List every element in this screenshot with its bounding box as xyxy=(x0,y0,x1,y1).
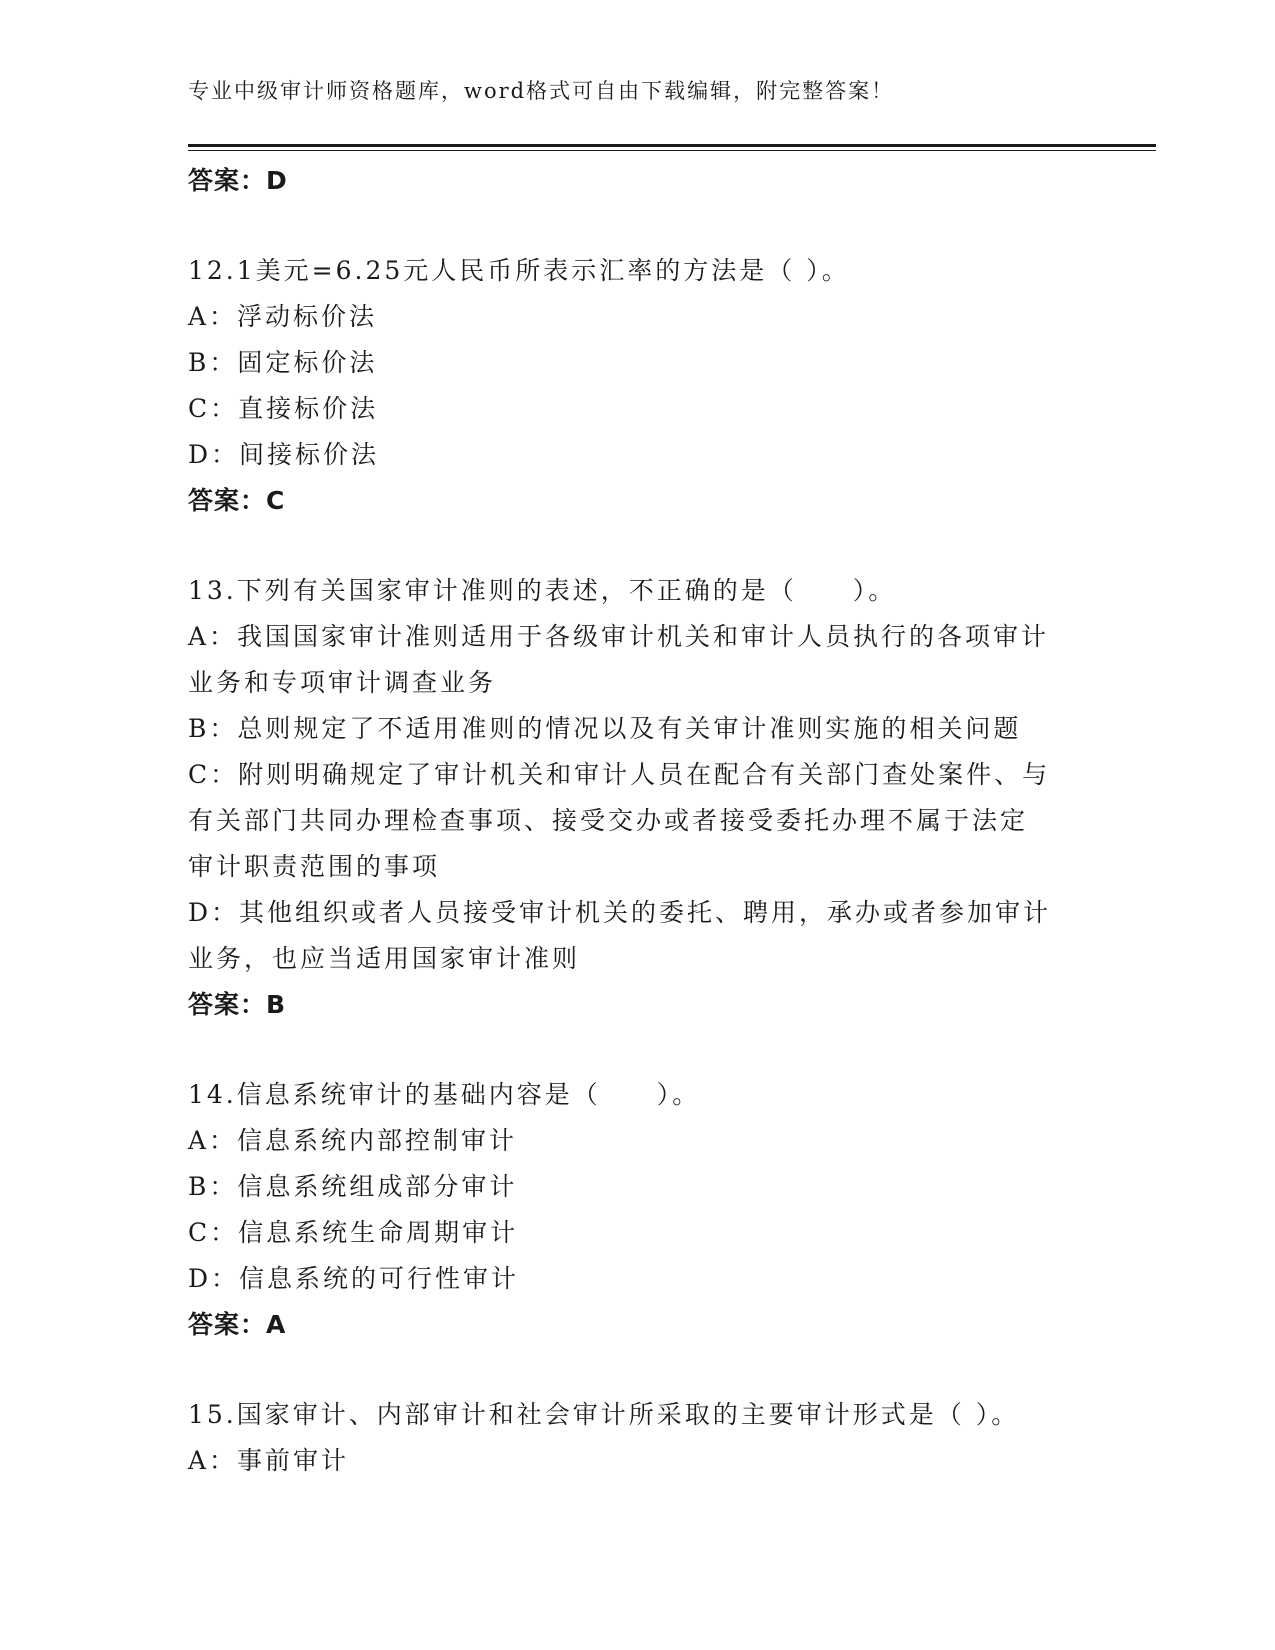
option-b: B：固定标价法 xyxy=(188,348,378,377)
answer-line-11: 答案：D xyxy=(188,166,288,195)
question-stem: 13.下列有关国家审计准则的表述，不正确的是（ ）。 xyxy=(188,576,897,605)
question-gap xyxy=(188,524,1088,568)
answer-line: 答案：B xyxy=(188,990,287,1019)
option-b: B：信息系统组成部分审计 xyxy=(188,1172,518,1201)
option-b: B：总则规定了不适用准则的情况以及有关审计准则实施的相关问题 xyxy=(188,714,1022,743)
question-gap xyxy=(188,1348,1088,1392)
question-gap xyxy=(188,1028,1088,1072)
header-rule-thin xyxy=(188,150,1156,151)
option-a: A：信息系统内部控制审计 xyxy=(188,1126,518,1155)
question-gap xyxy=(188,204,1088,248)
option-c: C：信息系统生命周期审计 xyxy=(188,1218,519,1247)
option-a: A：事前审计 xyxy=(188,1446,350,1475)
option-d: D：其他组织或者人员接受审计机关的委托、聘用，承办或者参加审计 xyxy=(188,898,1052,927)
question-stem: 14.信息系统审计的基础内容是（ ）。 xyxy=(188,1080,701,1109)
option-d: D：间接标价法 xyxy=(188,440,380,469)
page-header-text: 专业中级审计师资格题库，word格式可自由下载编辑，附完整答案！ xyxy=(188,79,895,103)
answer-line: 答案：C xyxy=(188,486,286,515)
option-c-continued: 审计职责范围的事项 xyxy=(188,852,441,881)
option-a: A：浮动标价法 xyxy=(188,302,378,331)
question-14 xyxy=(188,1072,1088,1348)
question-15 xyxy=(188,1392,1088,1484)
question-stem: 15.国家审计、内部审计和社会审计所采取的主要审计形式是（ ）。 xyxy=(188,1400,1020,1429)
answer-line: 答案：A xyxy=(188,1310,287,1339)
option-d-continued: 业务，也应当适用国家审计准则 xyxy=(188,944,581,973)
option-a: A：我国国家审计准则适用于各级审计机关和审计人员执行的各项审计 xyxy=(188,622,1050,651)
option-a-continued: 业务和专项审计调查业务 xyxy=(188,668,497,697)
question-12 xyxy=(188,248,1088,524)
question-13 xyxy=(188,568,1088,1028)
option-c: C：附则明确规定了审计机关和审计人员在配合有关部门查处案件、与 xyxy=(188,760,1051,789)
option-c-continued: 有关部门共同办理检查事项、接受交办或者接受委托办理不属于法定 xyxy=(188,806,1029,835)
header-rule-thick xyxy=(188,144,1156,147)
option-d: D：信息系统的可行性审计 xyxy=(188,1264,520,1293)
question-list xyxy=(188,158,1088,1484)
option-c: C：直接标价法 xyxy=(188,394,379,423)
question-stem: 12.1美元=6.25元人民币所表示汇率的方法是（ ）。 xyxy=(188,256,850,285)
